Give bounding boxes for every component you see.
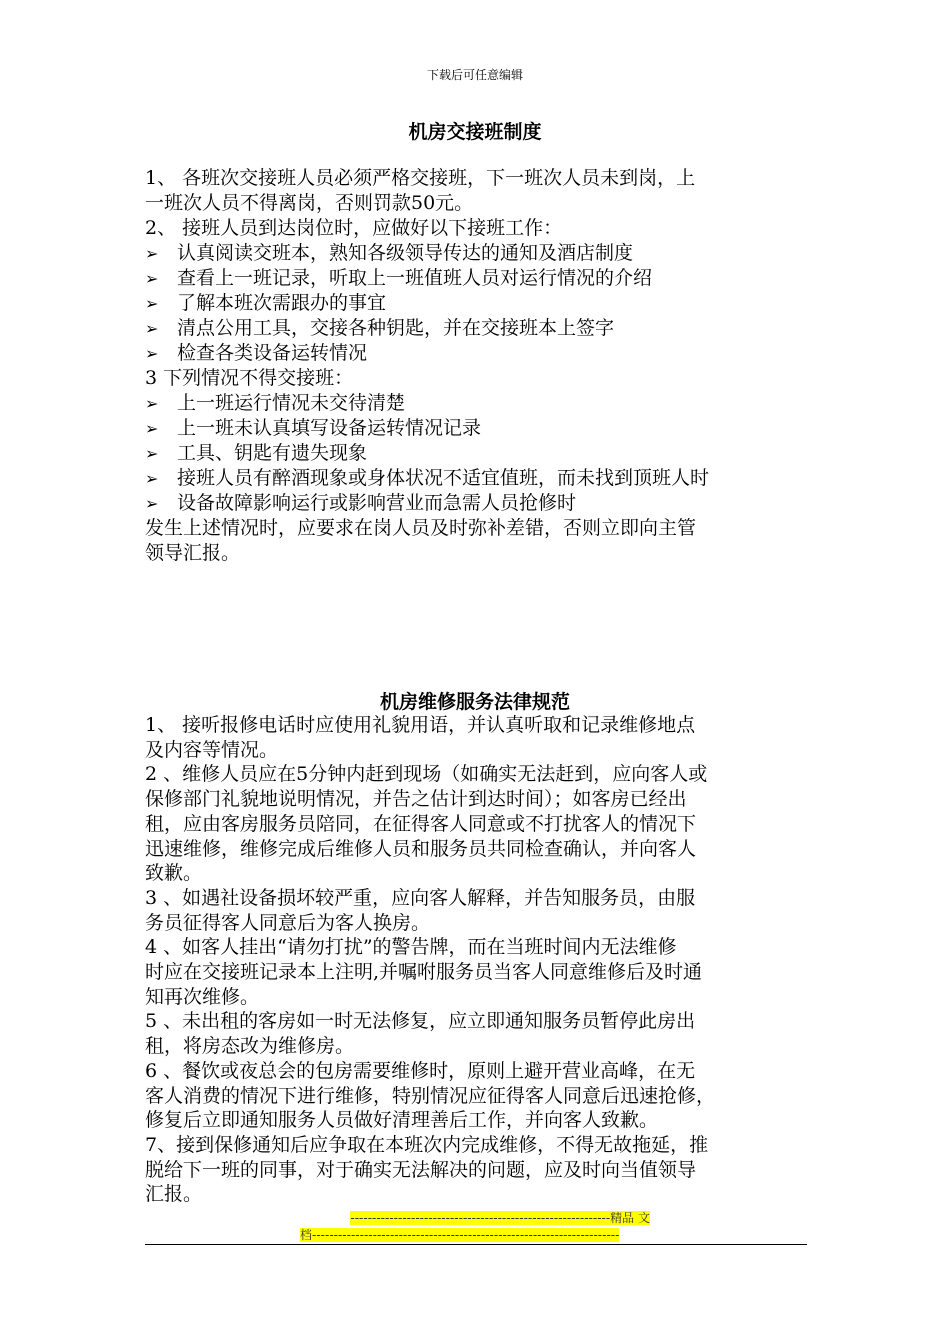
section2-line: 时应在交接班记录本上注明,并嘱咐服务员当客人同意维修后及时通 (145, 961, 703, 984)
section1-line: 1、 各班次交接班人员必须严格交接班，下一班次人员未到岗，上 (145, 167, 696, 189)
arrowhead-bullet-icon: ➢ (145, 444, 159, 463)
arrowhead-bullet-icon: ➢ (145, 319, 159, 338)
bullet-item (145, 416, 810, 441)
section2-line: 租，将房态改为维修房。 (145, 1035, 355, 1058)
bullet-text: 了解本班次需跟办的事宜 (177, 292, 387, 314)
footer-watermark-line-2 (300, 1227, 650, 1243)
bullet-text: 检查各类设备运转情况 (177, 342, 368, 364)
arrowhead-bullet-icon: ➢ (145, 494, 159, 513)
bullet-text: 清点公用工具，交接各种钥匙，并在交接班本上签字 (177, 317, 615, 339)
section2-line: 务员征得客人同意后为客人换房。 (145, 911, 431, 934)
section1-item3: 3 下列情况不得交接班： (145, 367, 354, 389)
section2-line: 修复后立即通知服务人员做好清理善后工作，并向客人致歉。 (145, 1109, 659, 1132)
section2-line: 1、 接听报修电话时应使用礼貌用语，并认真听取和记录维修地点 (145, 714, 696, 736)
bullet-item (145, 341, 810, 366)
arrowhead-bullet-icon: ➢ (145, 294, 159, 313)
bullet-text: 认真阅读交班本，熟知各级领导传达的通知及酒店制度 (177, 242, 634, 264)
section2-line: 客人消费的情况下进行维修，特别情况应征得客人同意后迅速抢修， (145, 1084, 716, 1107)
bullet-text: 查看上一班记录，听取上一班值班人员对运行情况的介绍 (177, 267, 653, 289)
section2-line: 6 、餐饮或夜总会的包房需要维修时，原则上避开营业高峰，在无 (145, 1059, 696, 1082)
arrowhead-bullet-icon: ➢ (145, 469, 159, 488)
bullet-item (145, 441, 810, 466)
section1-closing: 领导汇报。 (145, 542, 241, 564)
bullet-item (145, 316, 810, 341)
section2-line: 租，应由客房服务员陪同，在征得客人同意或不打扰客人的情况下 (145, 812, 697, 835)
section2-line: 迅速维修，维修完成后维修人员和服务员共同检查确认，并向客人 (145, 837, 697, 860)
bullet-text: 工具、钥匙有遗失现象 (177, 442, 368, 464)
section2-line: 及内容等情况。 (145, 738, 279, 761)
section1-line: 2、 接班人员到达岗位时，应做好以下接班工作： (145, 217, 563, 239)
section2-line: 7、接到保修通知后应争取在本班次内完成维修，不得无故拖延，推 (145, 1133, 709, 1156)
footer-watermark-text: 档----------------------------------------------------------------------- (300, 1228, 620, 1242)
arrowhead-bullet-icon: ➢ (145, 269, 159, 288)
bullet-item (145, 491, 810, 516)
section2-line: 汇报。 (145, 1183, 203, 1206)
arrowhead-bullet-icon: ➢ (145, 344, 159, 363)
bullet-text: 接班人员有醉酒现象或身体状况不适宜值班，而未找到顶班人时 (177, 467, 710, 489)
bullet-text: 上一班运行情况未交待清楚 (177, 392, 406, 414)
section1-body (145, 166, 810, 566)
section2-line: 知再次维修。 (145, 985, 260, 1008)
footer-divider (145, 1244, 807, 1245)
bullet-item (145, 291, 810, 316)
bullet-item (145, 241, 810, 266)
header-note: 下载后可任意编辑 (426, 68, 523, 82)
bullet-item (145, 466, 810, 491)
bullet-item (145, 266, 810, 291)
footer-watermark-line-1 (300, 1210, 660, 1226)
section2-line: 致歉。 (145, 862, 203, 885)
bullet-text: 上一班未认真填写设备运转情况记录 (177, 417, 482, 439)
section2-title: 机房维修服务法律规范 (379, 691, 570, 713)
section2-line: 3 、如遇社设备损坏较严重，应向客人解释，并告知服务员，由服 (145, 886, 696, 909)
section2-line: 保修部门礼貌地说明情况，并告之估计到达时间）；如客房已经出 (145, 788, 687, 811)
section1-title: 机房交接班制度 (408, 121, 542, 143)
section2-line: 2 、维修人员应在5分钟内赶到现场（如确实无法赶到，应向客人或 (145, 763, 708, 786)
arrowhead-bullet-icon: ➢ (145, 419, 159, 438)
section2-line: 4 、如客人挂出“请勿打扰”的警告牌，而在当班时间内无法维修 (145, 936, 677, 959)
bullet-text: 设备故障影响运行或影响营业而急需人员抢修时 (177, 492, 577, 514)
bullet-item (145, 391, 810, 416)
section2-line: 脱给下一班的同事，对于确实无法解决的问题，应及时向当值领导 (145, 1158, 697, 1181)
arrowhead-bullet-icon: ➢ (145, 244, 159, 263)
section1-closing: 发生上述情况时，应要求在岗人员及时弥补差错，否则立即向主管 (145, 517, 697, 539)
arrowhead-bullet-icon: ➢ (145, 394, 159, 413)
section2-body (145, 713, 810, 1207)
section2-line: 5 、未出租的客房如一时无法修复，应立即通知服务员暂停此房出 (145, 1010, 696, 1033)
section1-line: 一班次人员不得离岗，否则罚款50元。 (145, 192, 474, 214)
footer-watermark-text: ------------------------------------------------------------精品 文 (350, 1211, 650, 1225)
